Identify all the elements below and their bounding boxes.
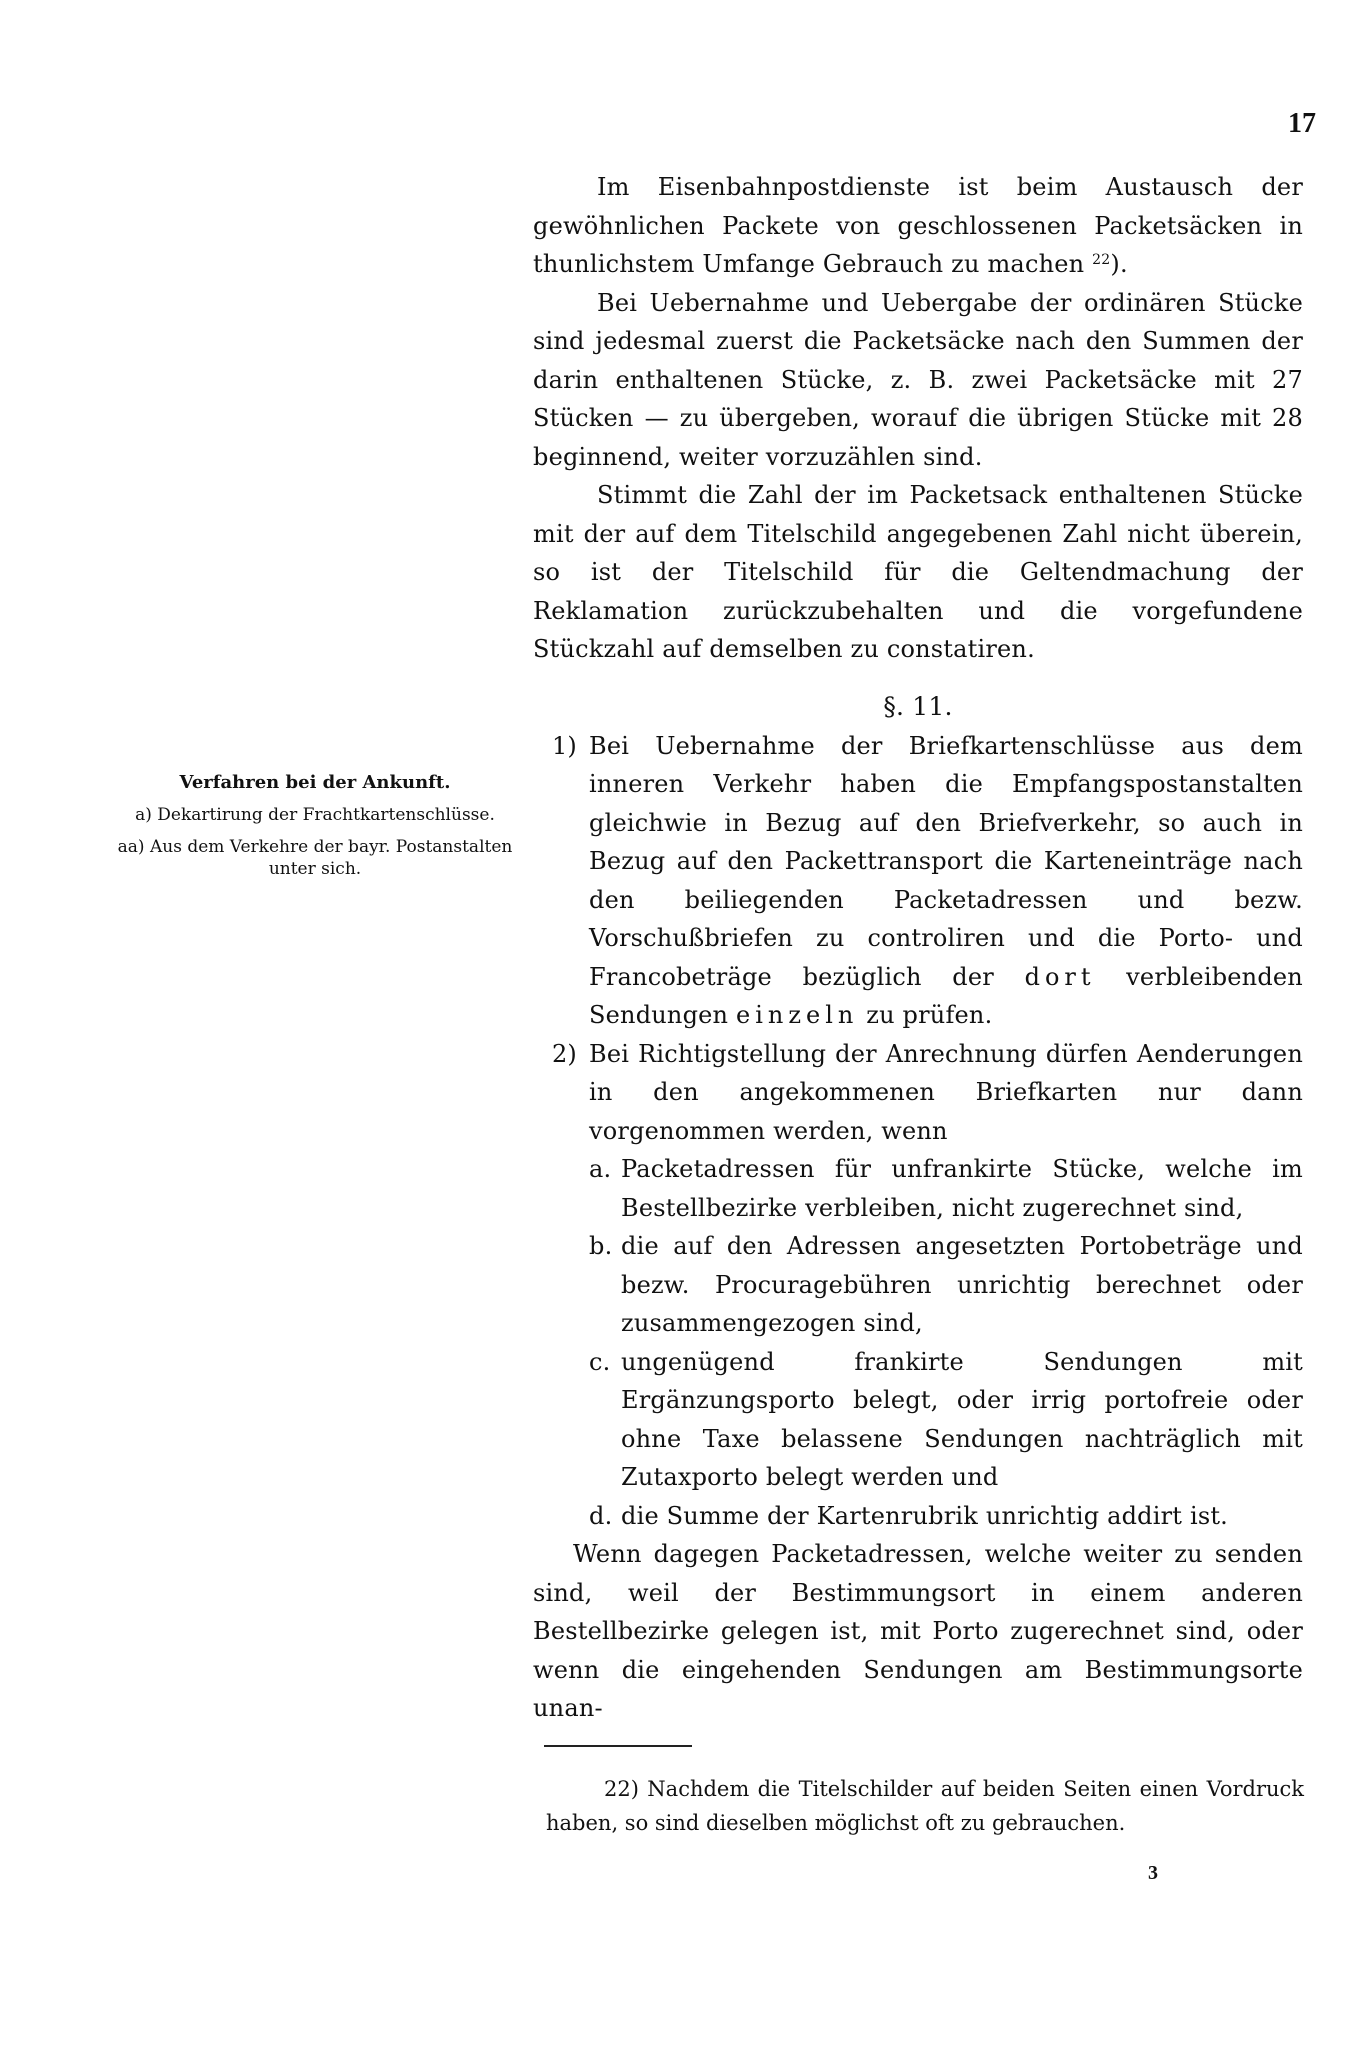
sub-item-c	[589, 1343, 1303, 1497]
list-item-1	[533, 727, 1303, 1035]
paragraph-1	[533, 168, 1303, 284]
sub-item-c-letter: c.	[589, 1347, 611, 1376]
list-item-1-number: 1)	[551, 731, 577, 760]
margin-note-sub-a: a) Dekartirung der Frachtkartenschlüsse.	[135, 805, 495, 825]
footnote-text: 22) Nachdem die Titelschilder auf beiden Seiten einen Vordruck haben, so sind dieselben möglichst oft zu gebrauchen.	[546, 1777, 1304, 1835]
page-number: 17	[1288, 108, 1316, 139]
sub-item-b-text: die auf den Adressen angesetzten Portobeträge und bezw. Procuragebühren unrichtig berechnet oder zusammengezogen sind,	[621, 1232, 1303, 1337]
sub-item-d	[589, 1497, 1303, 1536]
sub-item-d-text: die Summe der Kartenrubrik unrichtig addirt ist.	[621, 1501, 1229, 1530]
sub-item-a	[589, 1150, 1303, 1227]
list-item-2-body: Bei Richtigstellung der Anrechnung dürfen Aenderungen in den angekommenen Briefkarten nur dann vorgenommen werden, wenn	[589, 1039, 1303, 1145]
paragraph-1-end: ).	[1110, 250, 1128, 278]
margin-note-title: Verfahren bei der Ankunft.	[179, 772, 451, 793]
margin-notes	[110, 768, 520, 880]
sub-item-a-text: Packetadressen für unfrankirte Stücke, welche im Bestellbezirke verbleiben, nicht zugerechnet sind,	[621, 1155, 1303, 1222]
list-item-1-body	[589, 727, 1303, 1035]
footnote-ref: 22	[1092, 252, 1111, 268]
paragraph-3: Stimmt die Zahl der im Packetsack enthaltenen Stücke mit der auf dem Titelschild angegebenen Zahl nicht überein, so ist der Titelschild für die Geltendmachung der Reklamation zurückzubehalten und die vorgefundene Stückzahl auf demselben zu constatiren.	[533, 481, 1303, 663]
signature-mark: 3	[1148, 1862, 1158, 1884]
list-item-1-text-c: zu prüfen.	[866, 1001, 993, 1029]
footnote	[546, 1772, 1304, 1840]
footnote-divider	[544, 1745, 692, 1747]
sub-item-c-text: ungenügend frankirte Sendungen mit Ergänzungsporto belegt, oder irrig portofreie oder ohne Taxe belassene Sendungen nachträglich mit Zutaxporto belegt werden und	[621, 1347, 1303, 1491]
paragraph-1-text: Im Eisenbahnpostdienste ist beim Austausch der gewöhnlichen Packete von geschlossenen Packetsäcken in thunlichstem Umfange Gebrauch zu machen	[533, 173, 1303, 278]
sub-item-b	[589, 1227, 1303, 1343]
list-item-2-number: 2)	[551, 1039, 577, 1068]
sub-item-d-letter: d.	[589, 1501, 613, 1530]
list-item-1-spaced-1: dort	[1024, 962, 1096, 991]
continuation-paragraph: Wenn dagegen Packetadressen, welche weiter zu senden sind, weil der Bestimmungsort in einem anderen Bestellbezirke gelegen ist, mit Porto zugerechnet sind, oder wenn die eingehenden Sendungen am Bestimmungsorte unan-	[533, 1540, 1303, 1722]
sub-item-a-letter: a.	[589, 1155, 612, 1183]
section-heading: §. 11.	[883, 691, 953, 721]
list-item-1-text-a: Bei Uebernahme der Briefkartenschlüsse aus dem inneren Verkehr haben die Empfangspostanstalten gleichwie in Bezug auf den Briefverkehr, so auch in Bezug auf den Packettransport die Karteneinträge nach den beiliegenden Packetadressen und bezw. Vorschußbriefen zu controliren und die Porto- und Francobeträge bezüglich der	[589, 731, 1303, 991]
list-item-1-spaced-2: einzeln	[736, 1001, 859, 1029]
main-text	[533, 168, 1303, 1728]
list-item-2	[533, 1035, 1303, 1151]
paragraph-2: Bei Uebernahme und Uebergabe der ordinären Stücke sind jedesmal zuerst die Packetsäcke nach den Summen der darin enthaltenen Stücke, z. B. zwei Packetsäcke mit 27 Stücken — zu übergeben, worauf die übrigen Stücke mit 28 beginnend, weiter vorzuzählen sind.	[533, 288, 1303, 471]
sub-item-b-letter: b.	[589, 1232, 613, 1260]
list-item-1-text-b: verbleibenden Sendungen	[589, 962, 1303, 1029]
margin-note-sub-aa: aa) Aus dem Verkehre der bayr. Postanstalten unter sich.	[117, 837, 513, 879]
